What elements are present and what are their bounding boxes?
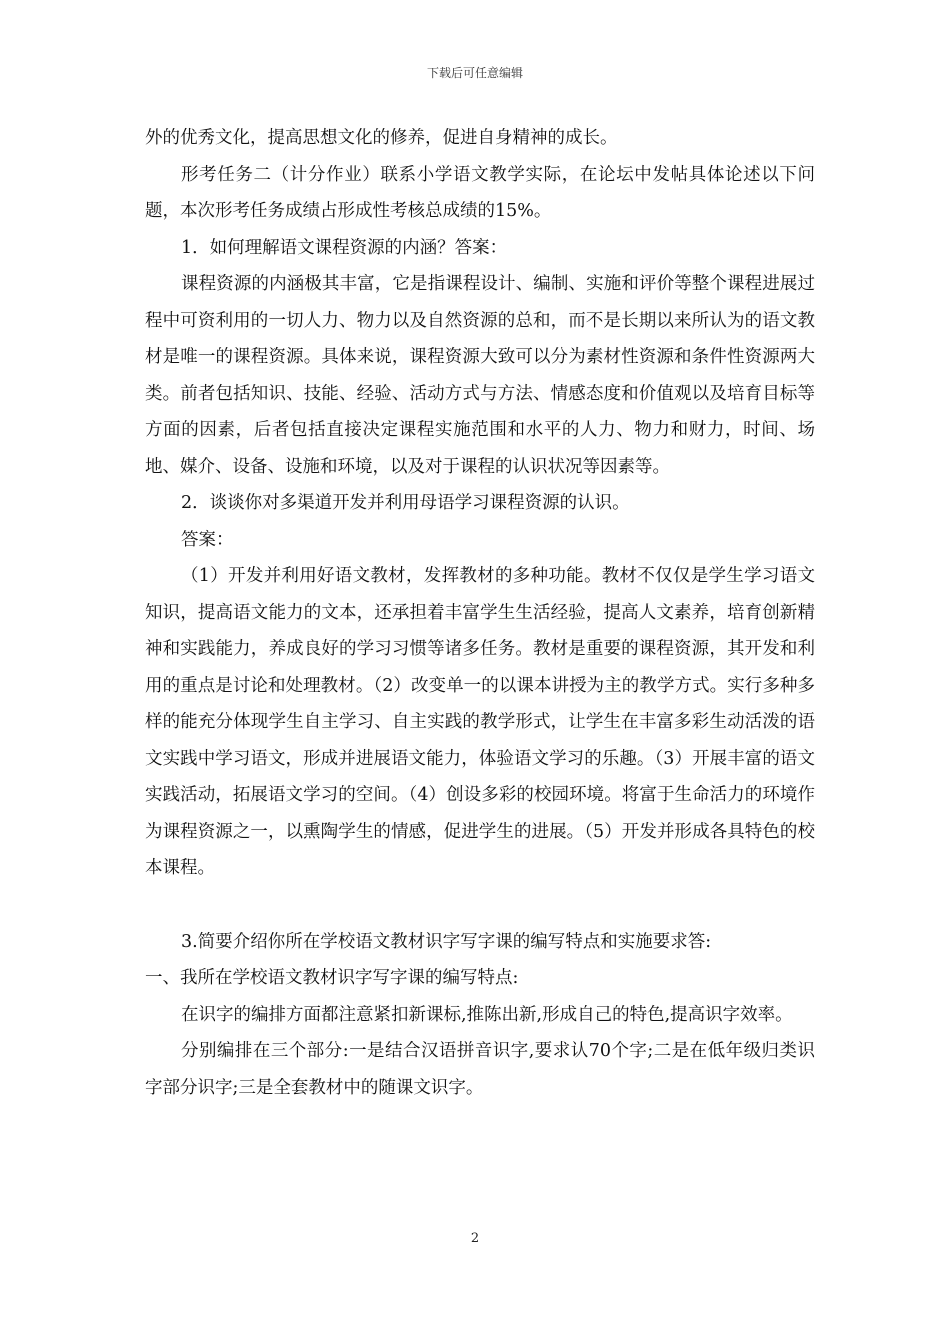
question-two: 2．谈谈你对多渠道开发并利用母语学习课程资源的认识。 bbox=[181, 493, 630, 513]
answer-one: 课程资源的内涵极其丰富，它是指课程设计、编制、实施和评价等整个课程进展过程中可资利用的一切人力、物力以及自然资源的总和，而不是长期以来所认为的语文教材是唯一的课程资源。具体来说，课程资源大致可以分为素材性资源和条件性资源两大类。前者包括知识、技能、经验、活动方式与方法、情感态度和价值观以及培育目标等方面的因素，后者包括直接决定课程实施范围和水平的人力、物力和财力，时间、场地、媒介、设备、设施和环境，以及对于课程的认识状况等因素等。 bbox=[145, 274, 815, 477]
page-number: 2 bbox=[470, 1231, 480, 1246]
question-three: 3.简要介绍你所在学校语文教材识字写字课的编写特点和实施要求答: bbox=[181, 931, 712, 952]
section-heading-one: 一、我所在学校语文教材识字写字课的编写特点: bbox=[145, 968, 519, 988]
page-header: 下载后可任意编辑 bbox=[426, 66, 523, 80]
paragraph-gap bbox=[145, 887, 815, 924]
answer-two: （1）开发并利用好语文教材，发挥教材的多种功能。教材不仅仅是学生学习语文知识，提高语文能力的文本，还承担着丰富学生生活经验，提高人文素养，培育创新精神和实践能力，养成良好的学习习惯等诸多任务。教材是重要的课程资源，其开发和利用的重点是讨论和处理教材。（2）改变单一的以课本讲授为主的教学方式。实行多种多样的能充分体现学生自主学习、自主实践的教学形式，让学生在丰富多彩生动活泼的语文实践中学习语文，形成并进展语文能力，体验语文学习的乐趣。（3）开展丰富的语文实践活动，拓展语文学习的空间。（4）创设多彩的校园环境。将富于生命活力的环境作为课程资源之一，以熏陶学生的情感，促进学生的进展。（5）开发并形成各具特色的校本课程。 bbox=[145, 566, 815, 878]
paragraph-literacy-arrangement: 在识字的编排方面都注意紧扣新课标,推陈出新,形成自己的特色,提高识字效率。 bbox=[181, 1004, 793, 1025]
document-body bbox=[145, 120, 815, 1106]
paragraph-task-two: 形考任务二（计分作业）联系小学语文教学实际，在论坛中发帖具体论述以下问题，本次形考任务成绩占形成性考核总成绩的15%。 bbox=[145, 164, 815, 221]
question-one: 1．如何理解语文课程资源的内涵？答案： bbox=[181, 237, 508, 258]
paragraph-three-parts: 分别编排在三个部分:一是结合汉语拼音识字,要求认70个字;二是在低年级归类识字部分识字;三是全套教材中的随课文识字。 bbox=[145, 1041, 815, 1098]
answer-label: 答案： bbox=[181, 529, 234, 550]
paragraph-continuation: 外的优秀文化，提高思想文化的修养，促进自身精神的成长。 bbox=[145, 128, 618, 148]
